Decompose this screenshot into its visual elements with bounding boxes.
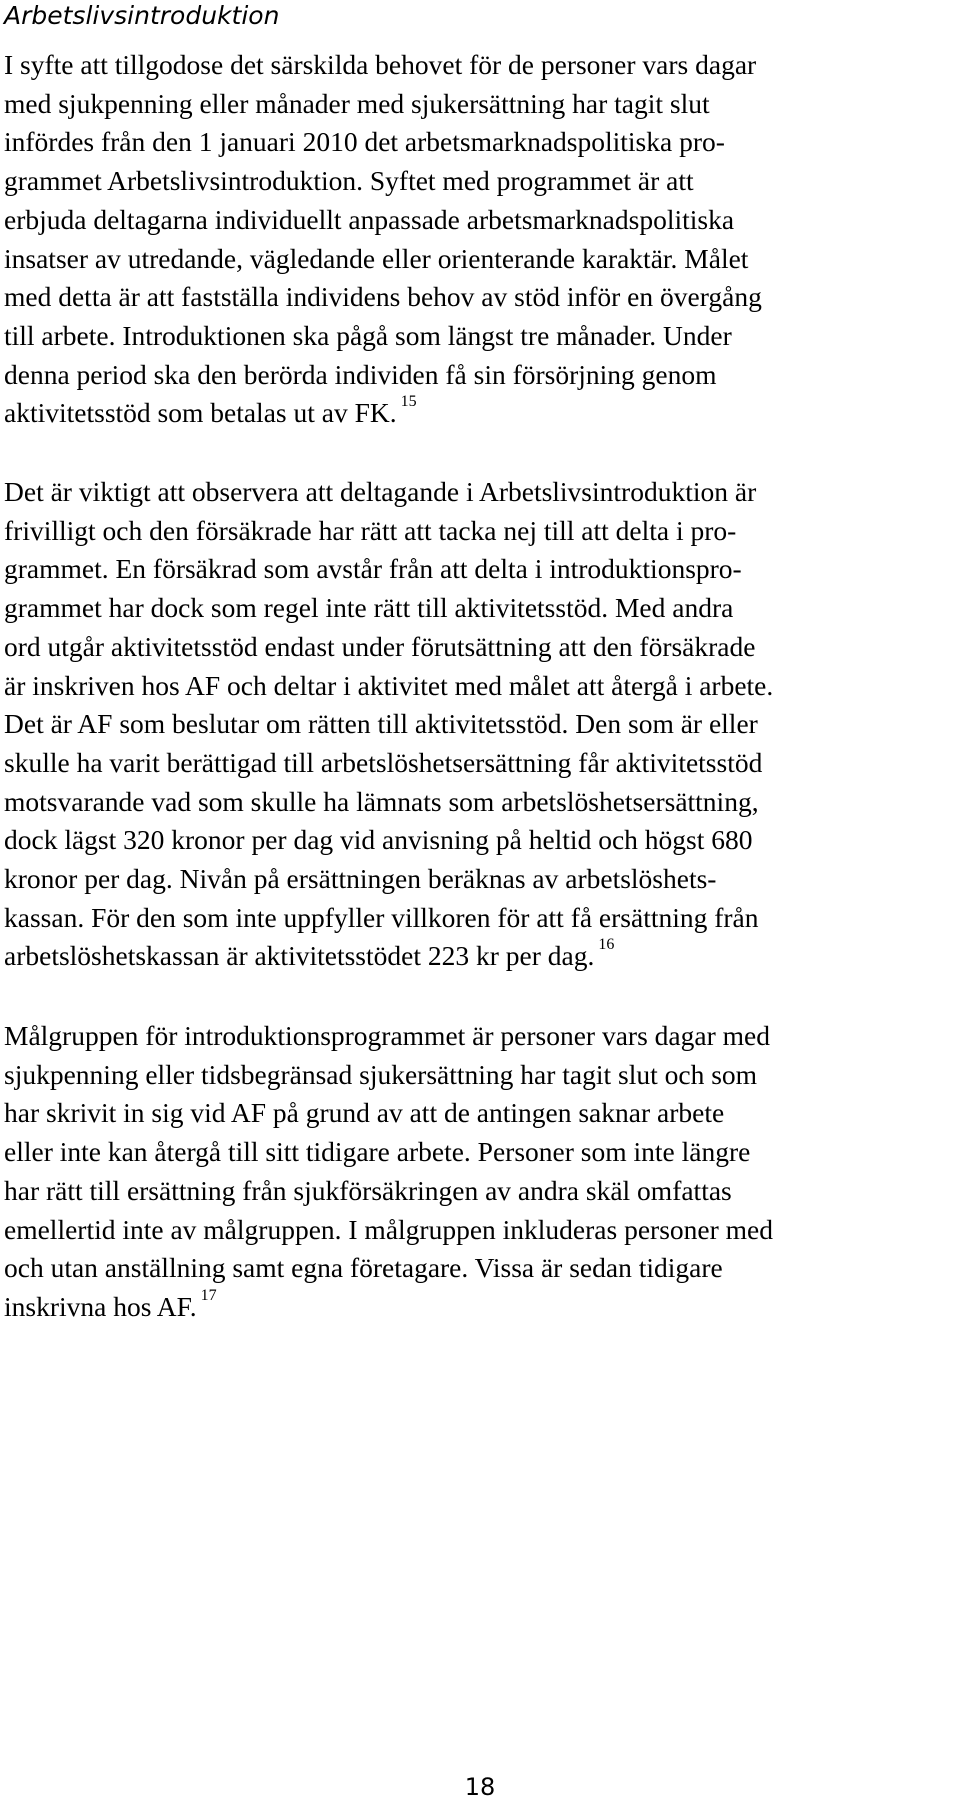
footnote-reference: 16 (598, 936, 615, 954)
text-line: till arbete. Introduktionen ska pågå som längst tre månader. Under (4, 319, 732, 351)
footnote-reference: 17 (200, 1286, 217, 1304)
paragraph-3 (4, 1017, 954, 1327)
text-line-last (4, 937, 954, 976)
text-line: kassan. För den som inte uppfyller villkoren för att få ersättning från (4, 901, 759, 933)
paragraph-1 (4, 46, 954, 433)
text-line: med detta är att fastställa individens behov av stöd inför en övergång (4, 281, 762, 313)
text-line: emellertid inte av målgruppen. I målgruppen inkluderas personer med (4, 1213, 773, 1245)
text-line: är inskriven hos AF och deltar i aktivitet med målet att återgå i arbete. (4, 669, 774, 701)
text-line-last (4, 394, 954, 433)
text-line: med sjukpenning eller månader med sjukersättning har tagit slut (4, 87, 710, 119)
text-line: grammet har dock som regel inte rätt till aktivitetsstöd. Med andra (4, 592, 734, 624)
text-line: frivilligt och den försäkrade har rätt att tacka nej till att delta i pro- (4, 514, 737, 546)
text-line: inskrivna hos AF. (4, 1290, 197, 1322)
paragraph-2 (4, 473, 954, 976)
text-line: ord utgår aktivitetsstöd endast under förutsättning att den försäkrade (4, 630, 756, 662)
text-line: har rätt till ersättning från sjukförsäkringen av andra skäl omfattas (4, 1174, 732, 1206)
text-line: motsvarande vad som skulle ha lämnats som arbetslöshetsersättning, (4, 785, 759, 817)
text-line: Det är viktigt att observera att deltagande i Arbetslivsintroduktion är (4, 476, 757, 507)
text-line: har skrivit in sig vid AF på grund av att de antingen saknar arbete (4, 1097, 725, 1129)
text-line: sjukpenning eller tidsbegränsad sjukersättning har tagit slut och som (4, 1058, 758, 1090)
text-line-last (4, 1288, 954, 1327)
text-line: arbetslöshetskassan är aktivitetsstödet 223 kr per dag. (4, 940, 595, 972)
text-line: eller inte kan återgå till sitt tidigare arbete. Personer som inte längre (4, 1136, 751, 1168)
text-line: skulle ha varit berättigad till arbetslöshetsersättning får aktivitetsstöd (4, 746, 763, 778)
text-line: Målgruppen för introduktionsprogrammet är personer vars dagar med (4, 1020, 770, 1051)
text-line: erbjuda deltagarna individuellt anpassade arbetsmarknadspolitiska (4, 203, 735, 235)
text-line: dock lägst 320 kronor per dag vid anvisning på heltid och högst 680 (4, 824, 753, 856)
text-line: grammet Arbetslivsintroduktion. Syftet med programmet är att (4, 165, 694, 197)
section-heading: Arbetslivsintroduktion (4, 1, 280, 30)
text-line: kronor per dag. Nivån på ersättningen beräknas av arbetslöshets- (4, 863, 717, 895)
page-number: 18 (464, 1773, 496, 1801)
text-line: Det är AF som beslutar om rätten till aktivitetsstöd. Den som är eller (4, 708, 758, 740)
text-line: aktivitetsstöd som betalas ut av FK. (4, 397, 397, 429)
footnote-reference: 15 (400, 393, 417, 411)
text-line: insatser av utredande, vägledande eller orienterande karaktär. Målet (4, 242, 749, 274)
text-line: I syfte att tillgodose det särskilda behovet för de personer vars dagar (4, 49, 757, 80)
text-line: grammet. En försäkrad som avstår från att delta i introduktionspro- (4, 553, 742, 585)
text-line: denna period ska den berörda individen få sin försörjning genom (4, 358, 717, 390)
text-line: infördes från den 1 januari 2010 det arbetsmarknadspolitiska pro- (4, 126, 725, 158)
text-line: och utan anställning samt egna företagare. Vissa är sedan tidigare (4, 1252, 723, 1284)
